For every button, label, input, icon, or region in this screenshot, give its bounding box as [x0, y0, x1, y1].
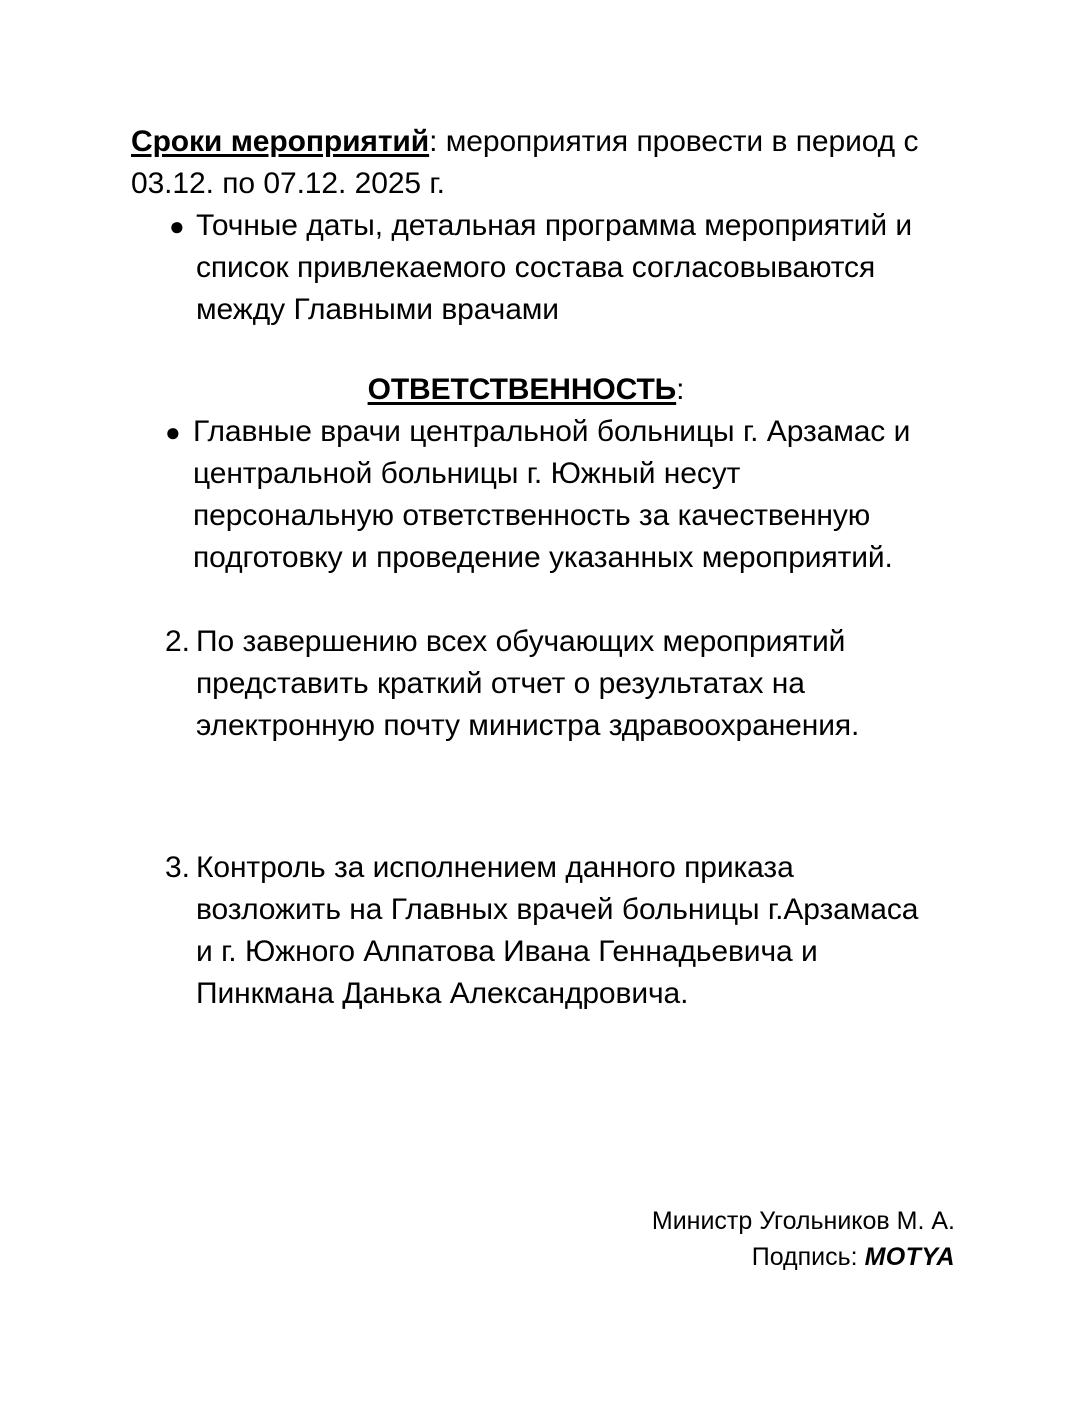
- list-item-text: Главные врачи центральной больницы г. Арзамас и центральной больницы г. Южный несут персональную ответственность за качественную подготовку и проведение указанных мероприятий.: [193, 415, 911, 574]
- list-item: [131, 411, 921, 579]
- minister-name: Министр Угольников М. А.: [651, 1207, 955, 1235]
- list-item-text: По завершению всех обучающих мероприятий представить краткий отчет о результатах на электронную почту министра здравоохранения.: [196, 625, 860, 742]
- responsibility-bullet-list: [131, 411, 921, 579]
- list-item: [131, 205, 921, 331]
- numbered-list-item-3: [131, 847, 921, 1015]
- spacer: [131, 579, 921, 621]
- schedule-paragraph: [131, 121, 921, 205]
- bullet-icon: ●: [165, 417, 181, 447]
- schedule-bullet-list: [131, 205, 921, 331]
- spacer: [131, 331, 921, 369]
- schedule-paragraph-text: : мероприятия провести в период с 03.12. по 07.12. 2025 г.: [131, 125, 919, 200]
- list-item-text: Точные даты, детальная программа мероприятий и список привлекаемого состава согласовываются между Главными врачами: [196, 209, 913, 326]
- document-body: [131, 121, 921, 1015]
- schedule-label: Сроки мероприятий: [131, 125, 430, 158]
- section-heading-suffix: :: [676, 373, 685, 406]
- signature-block: [131, 1203, 955, 1275]
- numbered-list-item-2: [131, 621, 921, 747]
- list-item-number: 2.: [165, 625, 190, 658]
- signature-label: Подпись:: [751, 1243, 865, 1271]
- spacer: [131, 747, 921, 847]
- page-title: [131, 369, 921, 411]
- list-item-text: Контроль за исполнением данного приказа возложить на Главных врачей больницы г.Арзамаса и г. Южного Алпатова Ивана Геннадьевича и Пинкмана Данька Александровича.: [196, 851, 919, 1010]
- bullet-icon: ●: [169, 211, 185, 241]
- signature-value: MOTYA: [864, 1243, 955, 1271]
- list-item: [131, 847, 921, 1015]
- list-item-number: 3.: [165, 851, 190, 884]
- signature-row: [131, 1239, 955, 1275]
- section-heading-text: ОТВЕТСТВЕННОСТЬ: [367, 373, 677, 406]
- list-item: [131, 621, 921, 747]
